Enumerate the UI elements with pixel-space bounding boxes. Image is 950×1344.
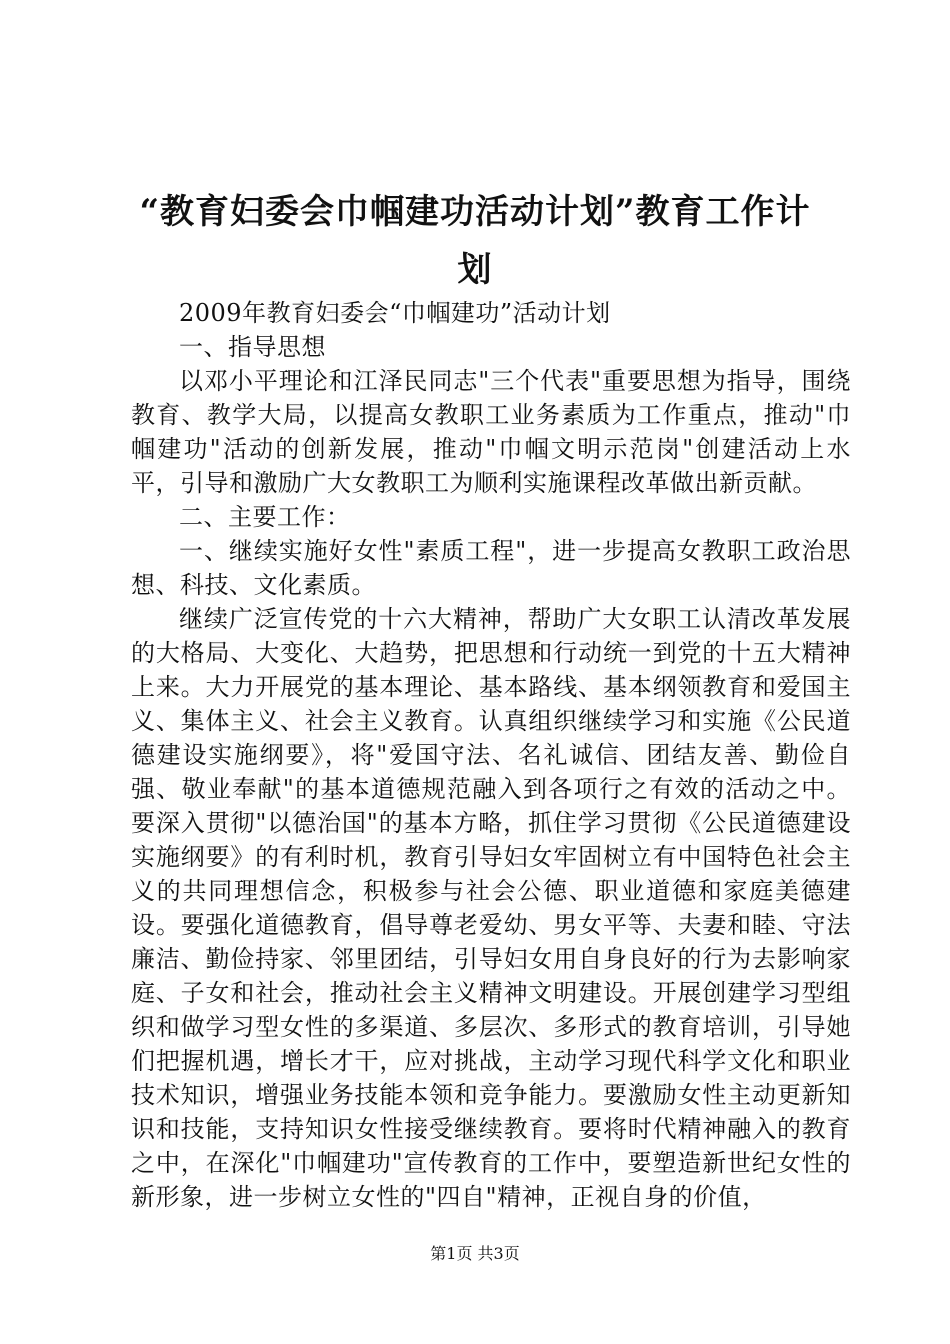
paragraph-heading-guiding-thought: 一、指导思想 — [179, 333, 326, 361]
page-number: 第1页 共3页 — [430, 1244, 520, 1263]
paragraph-guiding-thought: 以邓小平理论和江泽民同志"三个代表"重要思想为指导，围绕教育、教学大局，以提高女教职工业务素质为工作重点，推动"巾帼建功"活动的创新发展，推动"巾帼文明示范岗"创建活动上水平，引导和激励广大女教职工为顺利实施课程改革做出新贡献。 — [131, 367, 851, 497]
paragraph-work-detail: 继续广泛宣传党的十六大精神，帮助广大女职工认清改革发展的大格局、大变化、大趋势，把思想和行动统一到党的十五大精神上来。大力开展党的基本理论、基本路线、基本纲领教育和爱国主义、集体主义、社会主义教育。认真组织继续学习和实施《公民道德建设实施纲要》，将"爱国守法、名礼诚信、团结友善、勤俭自强、敬业奉献"的基本道德规范融入到各项行之有效的活动之中。要深入贯彻"以德治国"的基本方略，抓住学习贯彻《公民道德建设实施纲要》的有利时机，教育引导妇女牢固树立有中国特色社会主义的共同理想信念，积极参与社会公德、职业道德和家庭美德建设。要强化道德教育，倡导尊老爱幼、男女平等、夫妻和睦、守法廉洁、勤俭持家、邻里团结，引导妇女用自身良好的行为去影响家庭、子女和社会，推动社会主义精神文明建设。开展创建学习型组织和做学习型女性的多渠道、多层次、多形式的教育培训，引导她们把握机遇，增长才干，应对挑战，主动学习现代科学文化和职业技术知识，增强业务技能本领和竞争能力。要激励女性主动更新知识和技能，支持知识女性接受继续教育。要将时代精神融入的教育之中，在深化"巾帼建功"宣传教育的工作中，要塑造新世纪女性的新形象，进一步树立女性的"四自"精神，正视自身的价值， — [131, 605, 851, 1211]
paragraph-subtitle: 2009年教育妇委会“巾帼建功”活动计划 — [179, 299, 611, 327]
paragraph-work-item-1: 一、继续实施好女性"素质工程"，进一步提高女教职工政治思想、科技、文化素质。 — [131, 537, 851, 599]
paragraph-heading-main-work: 二、主要工作： — [179, 503, 351, 531]
document-body — [131, 296, 851, 1214]
document-title: “教育妇委会巾帼建功活动计划”教育工作计划 — [139, 192, 811, 290]
